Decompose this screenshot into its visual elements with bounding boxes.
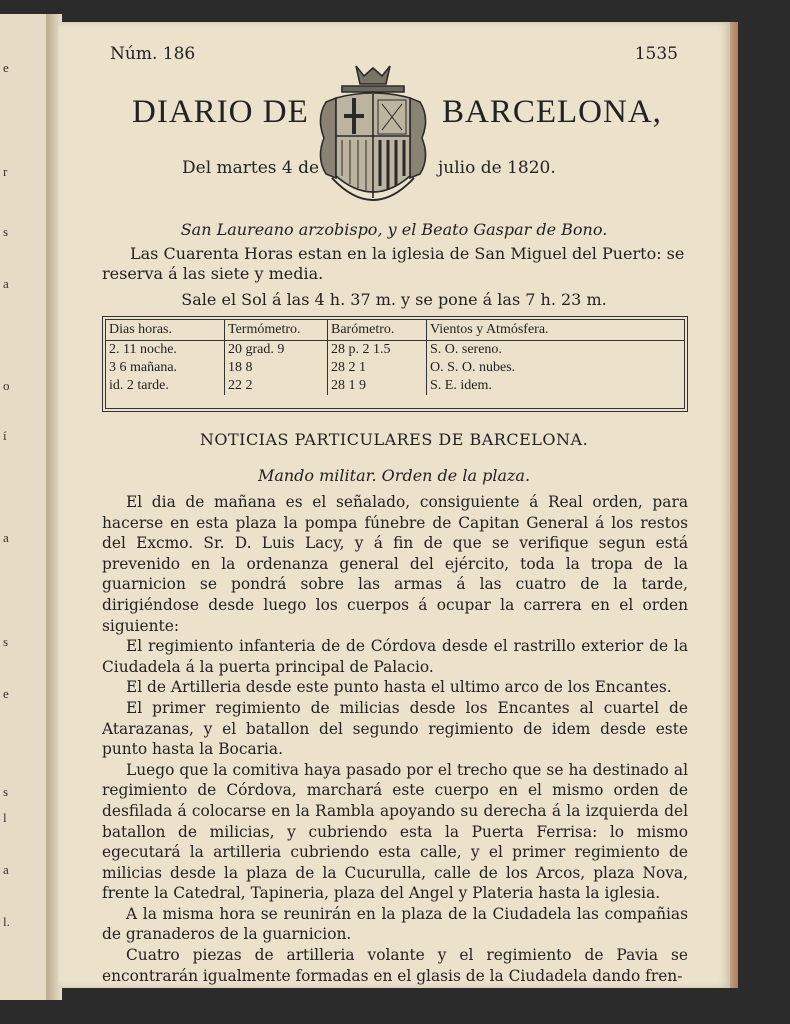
weather-cell: 28 1 9 [328,377,427,395]
article-body [102,492,688,986]
weather-cell: 2. 11 noche. [106,341,225,360]
left-page-fragment: r [3,164,8,179]
weather-row [106,341,684,360]
article-paragraph: El regimiento infanteria de de Córdova desde el rastrillo exterior de la Ciudadela á la puerta principal de Palacio. [102,637,688,676]
article-paragraph: A la misma hora se reunirán en la plaza de la Ciudadela las compañias de granaderos de la guarnicion. [102,904,688,944]
left-page-fragment: e [3,686,9,701]
left-page-fragment: o [3,378,10,393]
weather-cell: S. E. idem. [430,378,492,393]
article-paragraph: El primer regimiento de milicias desde los Encantes al cuartel de Atarazanas, y el batallon del segundo regimiento de idem desde este punto hasta la Bocaria. [102,698,688,759]
weather-header-row [106,320,684,341]
barcelona-coat-of-arms-icon [312,58,434,216]
weather-cell: S. O. sereno. [430,342,502,357]
left-page-fragment: a [3,862,9,877]
saints-of-day: San Laureano arzobispo, y el Beato Gaspar de Bono. [180,220,608,239]
left-page [0,14,48,1000]
issue-date-left: Del martes 4 de [182,158,320,178]
weather-cell: 28 2 1 [328,359,427,377]
weather-cell: id. 2 tarde. [106,377,225,395]
subsection-title: Mando militar. Orden de la plaza. [257,466,531,485]
article-paragraph: El dia de mañana es el señalado, consiguiente á Real orden, para hacerse en esta plaza la pompa fúnebre de Capitan General á los restos del Excmo. Sr. D. Luis Lacy, y á fin de que se verifique segun está prevenido en la ordenanza general del ejército, toda la tropa de la guarnicion se pondrá sobre las armas á las cuatro de la tarde, dirigiéndose desde luego los cuerpos á ocupar la carrera en el orden siguiente: [102,493,688,635]
article-paragraph: Luego que la comitiva haya pasado por el trecho que se ha destinado al regimiento de Córdova, marchará este cuerpo en el mismo orden de desfilada á colocarse en la Rambla apoyando su derecha á la izquierda del batallon de milicias, y cubriendo esta la Puerta Ferrisa: lo mismo egecutará la artilleria cubriendo esta calle, y el primer regimiento de milicias desde la plaza de la Cucurulla, calle de los Arcos, plaza Nova, frente la Catedral, Tapineria, plaza del Angel y Plateria hasta la iglesia. [102,760,688,903]
weather-table [102,316,688,412]
left-page-fragment: l. [3,914,10,929]
masthead-title-right: BARCELONA, [442,94,662,130]
weather-header: Barómetro. [328,320,427,341]
forty-hours-notice: Las Cuarenta Horas estan en la iglesia de San Miguel del Puerto: se reserva á las siete y media. [102,244,685,283]
left-page-fragment: s [3,224,9,239]
weather-cell: 3 6 mañana. [106,359,225,377]
weather-row [106,377,684,395]
issue-number: Núm. 186 [110,44,196,64]
weather-header: Vientos y Atmósfera. [427,320,685,341]
issue-date-right: julio de 1820. [438,158,556,178]
left-page-fragment: í [3,428,7,443]
weather-cell: 18 8 [225,359,328,377]
weather-cell: O. S. O. nubes. [430,360,516,375]
left-page-fragment: s [3,634,9,649]
weather-row [106,359,684,377]
left-page-fragment: e [3,60,9,75]
weather-header: Termómetro. [225,320,328,341]
left-page-fragment: a [3,276,9,291]
left-page-fragment: a [3,530,9,545]
weather-cell: 22 2 [225,377,328,395]
section-title: NOTICIAS PARTICULARES DE BARCELONA. [199,430,589,449]
weather-header: Dias horas. [106,320,225,341]
sunrise-sunset: Sale el Sol á las 4 h. 37 m. y se pone á las 7 h. 23 m. [181,290,607,309]
newspaper-page [58,22,730,988]
page-number: 1535 [634,44,678,64]
article-paragraph: El de Artilleria desde este punto hasta el ultimo arco de los Encantes. [126,678,672,697]
article-paragraph: Cuatro piezas de artilleria volante y el regimiento de Pavia se encontrarán igualmente formadas en el glasis de la Ciudadela dando fren- [102,946,688,985]
masthead-title-left: DIARIO DE [132,94,309,130]
weather-cell: 20 grad. 9 [225,341,328,360]
left-page-fragment: l [3,810,7,825]
weather-cell: 28 p. 2 1.5 [328,341,427,360]
left-page-fragment: s [3,784,9,799]
